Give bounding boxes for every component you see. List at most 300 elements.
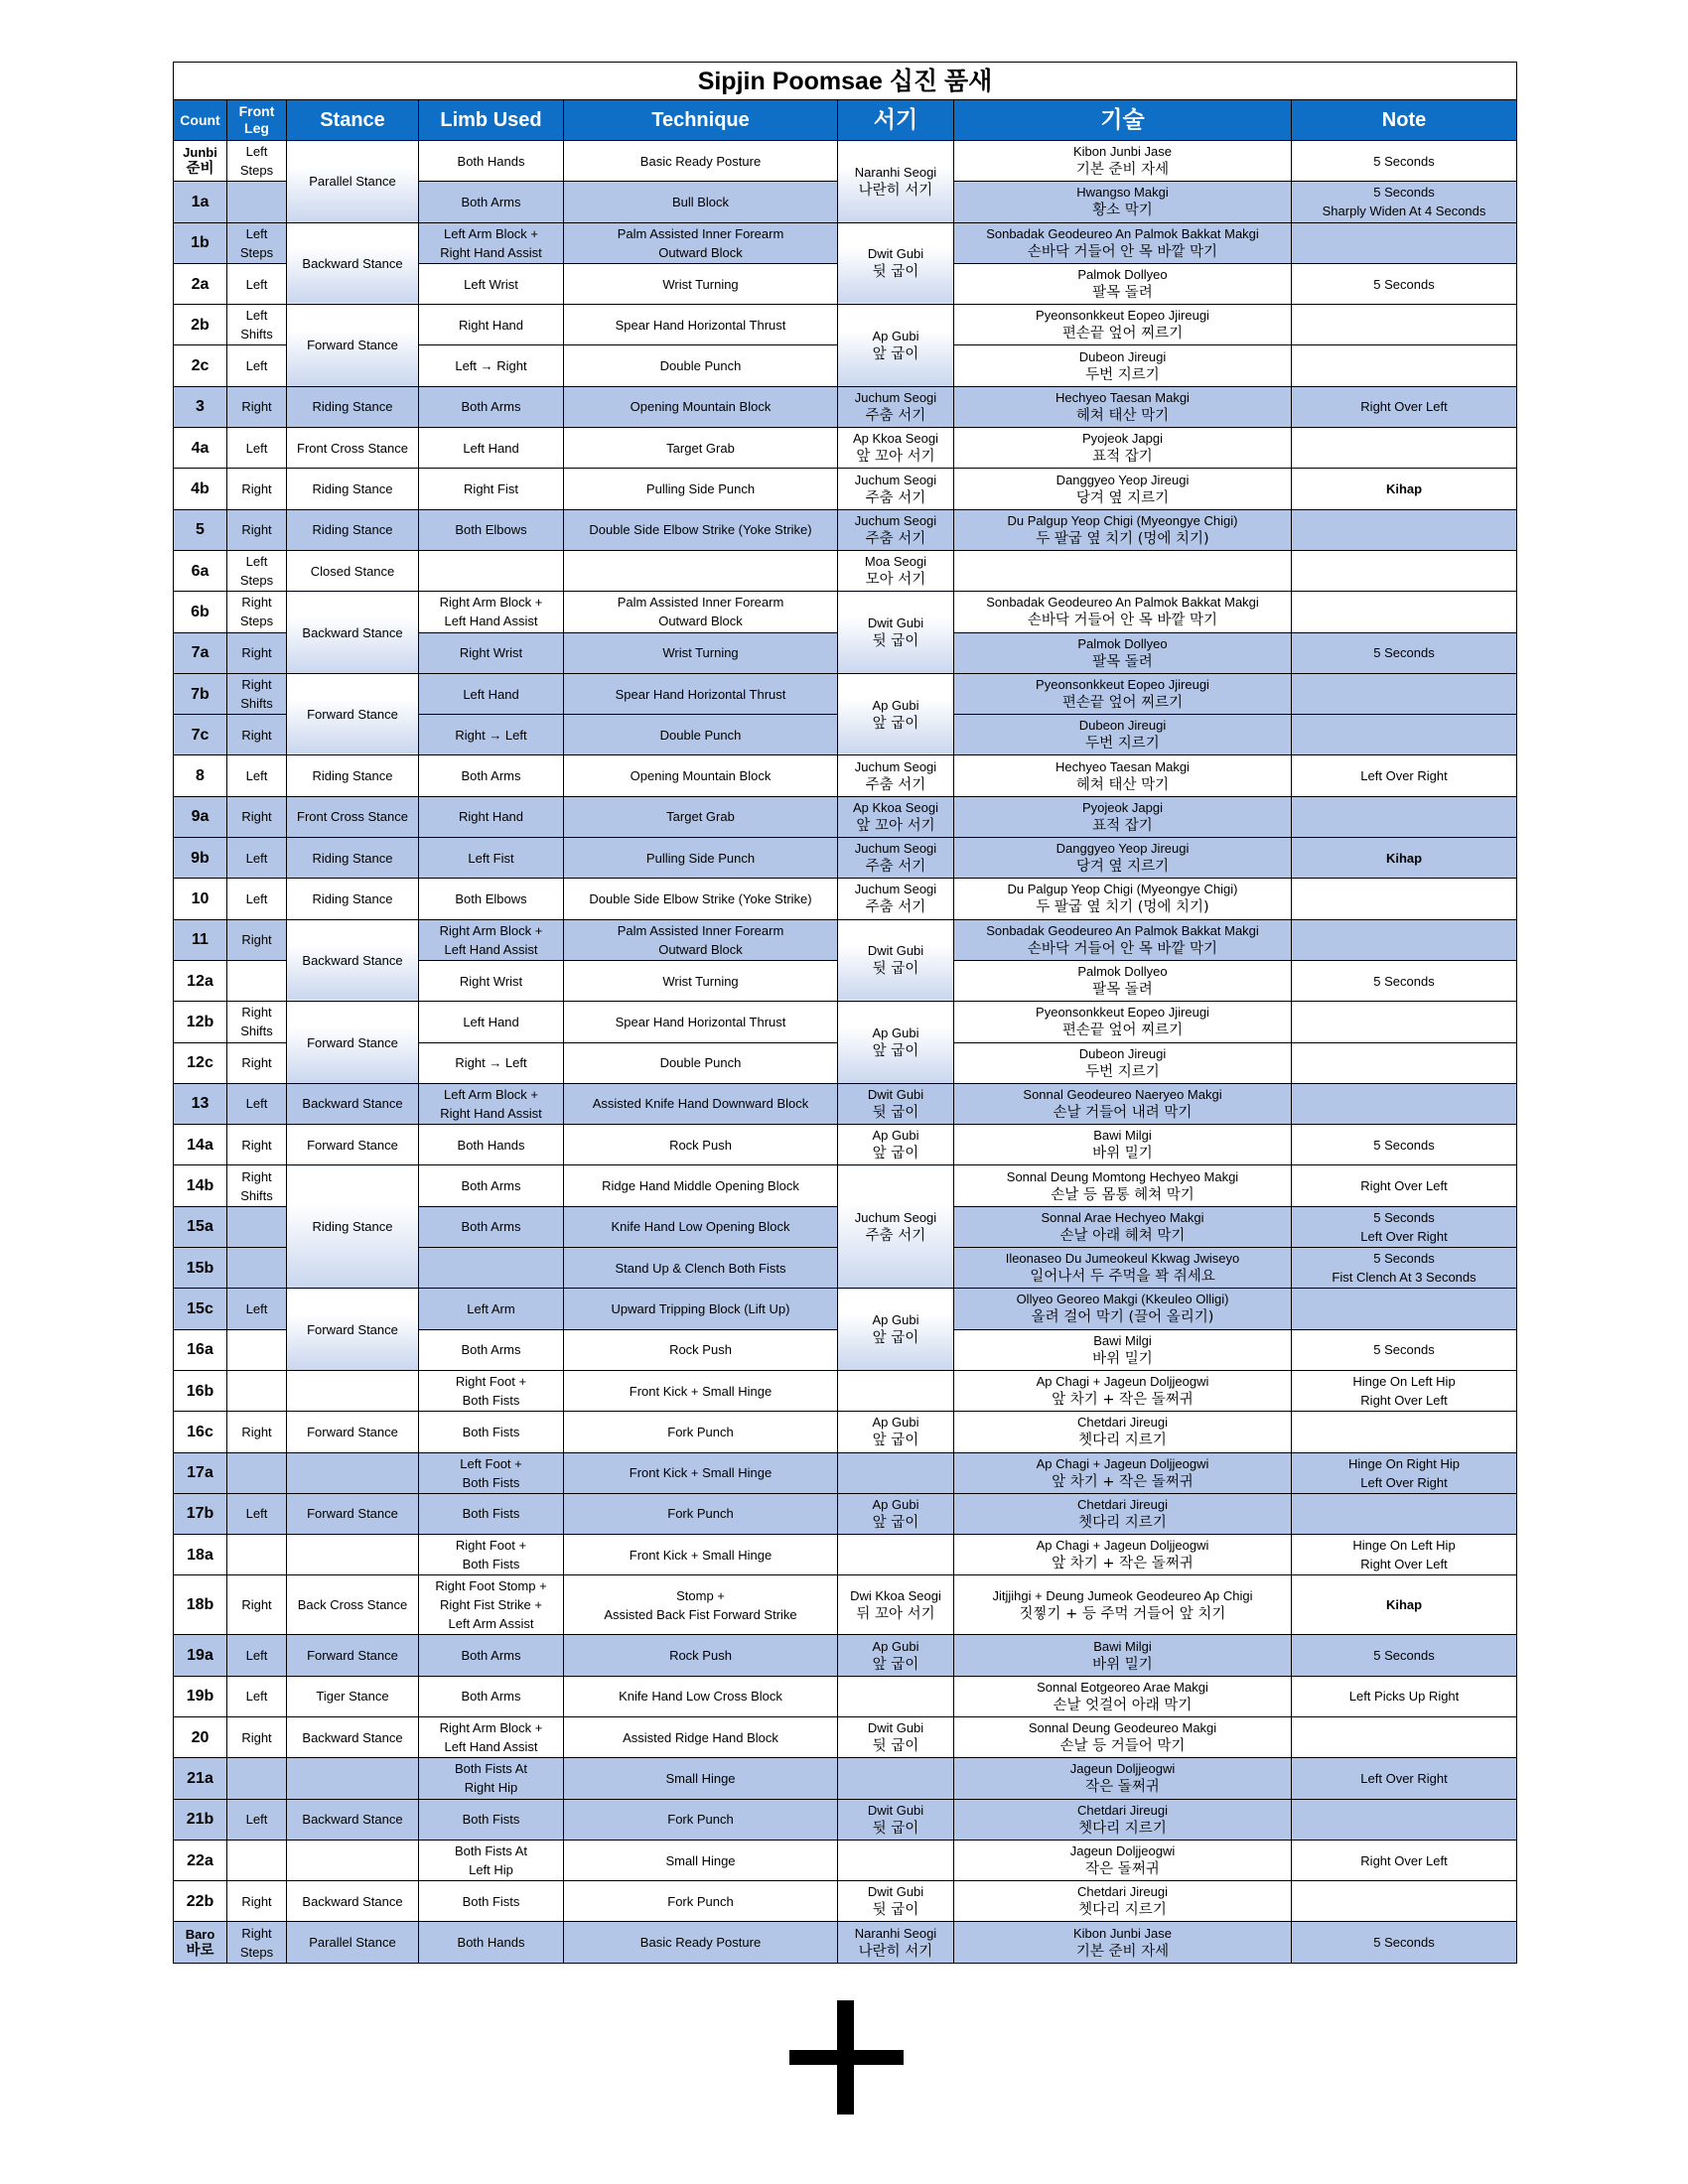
cell-front-leg: Left Steps xyxy=(227,222,287,263)
cell-technique: Small Hinge xyxy=(564,1840,838,1880)
header-limb-used: Limb Used xyxy=(419,100,564,141)
table-row xyxy=(174,550,1517,591)
cell-front-leg: Left xyxy=(227,428,287,469)
cell-front-leg: Right Steps xyxy=(227,592,287,632)
cell-technique: Target Grab xyxy=(564,428,838,469)
table-row xyxy=(174,879,1517,919)
cell-gisul: Ollyeo Georeo Makgi (Kkeuleo Olligi) 올려 걸어 막기 (끌어 올리기) xyxy=(954,1289,1292,1329)
cell-technique: Double Punch xyxy=(564,1042,838,1083)
cell-stance: Riding Stance xyxy=(287,509,419,550)
cell-limb-used: Both Hands xyxy=(419,1125,564,1165)
cell-count: 22b xyxy=(174,1881,227,1922)
cell-count: 8 xyxy=(174,755,227,796)
cell-gisul: Chetdari Jireugi 쳇다리 지르기 xyxy=(954,1881,1292,1922)
cell-limb-used: Left Hand xyxy=(419,1002,564,1042)
cell-count: 7a xyxy=(174,632,227,673)
cell-technique: Rock Push xyxy=(564,1125,838,1165)
cell-gisul: Ap Chagi + Jageun Doljjeogwi 앞 차기 + 작은 돌쩌귀 xyxy=(954,1535,1292,1575)
cell-limb-used: Right Foot + Both Fists xyxy=(419,1370,564,1411)
cell-gisul: Kibon Junbi Jase 기본 준비 자세 xyxy=(954,1922,1292,1963)
cell-seogi: Dwi Kkoa Seogi 뒤 꼬아 서기 xyxy=(838,1575,954,1635)
cell-stance: Forward Stance xyxy=(287,1125,419,1165)
cell-front-leg: Left xyxy=(227,1799,287,1840)
cell-front-leg xyxy=(227,182,287,222)
cell-count: 16c xyxy=(174,1412,227,1452)
cell-front-leg: Right xyxy=(227,1125,287,1165)
cell-count: 18a xyxy=(174,1535,227,1575)
cell-front-leg: Left xyxy=(227,1635,287,1676)
cell-count: 9a xyxy=(174,796,227,837)
cell-limb-used: Right Fist xyxy=(419,469,564,509)
cell-seogi: Juchum Seogi 주춤 서기 xyxy=(838,509,954,550)
table-row xyxy=(174,1881,1517,1922)
cell-seogi: Dwit Gubi 뒷 굽이 xyxy=(838,1881,954,1922)
cell-count: 12a xyxy=(174,960,227,1001)
cell-limb-used: Right Hand xyxy=(419,796,564,837)
table-row xyxy=(174,919,1517,960)
cell-stance: Riding Stance xyxy=(287,469,419,509)
cell-gisul: Sonnal Deung Momtong Hechyeo Makgi 손날 등 몸통 헤쳐 막기 xyxy=(954,1165,1292,1206)
cell-technique: Double Punch xyxy=(564,715,838,755)
cell-technique: Bull Block xyxy=(564,182,838,222)
cell-technique: Spear Hand Horizontal Thrust xyxy=(564,673,838,714)
cell-technique: Front Kick + Small Hinge xyxy=(564,1370,838,1411)
table-row xyxy=(174,1635,1517,1676)
cell-count: 11 xyxy=(174,919,227,960)
table-row xyxy=(174,1758,1517,1799)
cell-gisul: Kibon Junbi Jase 기본 준비 자세 xyxy=(954,141,1292,182)
cell-stance: Riding Stance xyxy=(287,755,419,796)
cell-seogi xyxy=(838,1676,954,1716)
cell-count: 3 xyxy=(174,386,227,427)
cell-technique: Assisted Ridge Hand Block xyxy=(564,1716,838,1757)
cell-stance: Backward Stance xyxy=(287,1799,419,1840)
cell-technique: Fork Punch xyxy=(564,1493,838,1534)
cell-front-leg: Right xyxy=(227,796,287,837)
cell-count: 12b xyxy=(174,1002,227,1042)
table-row xyxy=(174,1083,1517,1124)
cell-front-leg: Left Steps xyxy=(227,141,287,182)
cell-stance: Riding Stance xyxy=(287,1165,419,1289)
cell-front-leg xyxy=(227,1840,287,1880)
cell-seogi: Ap Gubi 앞 굽이 xyxy=(838,305,954,387)
table-row xyxy=(174,509,1517,550)
table-row xyxy=(174,838,1517,879)
cell-limb-used: Both Elbows xyxy=(419,509,564,550)
cell-note xyxy=(1292,1493,1517,1534)
cell-front-leg: Right xyxy=(227,1716,287,1757)
cell-note xyxy=(1292,919,1517,960)
table-row xyxy=(174,1165,1517,1206)
cell-stance: Backward Stance xyxy=(287,222,419,305)
cell-count: 10 xyxy=(174,879,227,919)
cell-limb-used: Both Arms xyxy=(419,1635,564,1676)
table-row xyxy=(174,1125,1517,1165)
cell-note: 5 Seconds xyxy=(1292,1125,1517,1165)
cell-limb-used: Both Hands xyxy=(419,141,564,182)
cell-front-leg: Left xyxy=(227,879,287,919)
cell-note xyxy=(1292,1412,1517,1452)
cell-gisul: Danggyeo Yeop Jireugi 당겨 옆 지르기 xyxy=(954,469,1292,509)
cell-limb-used: Right Hand xyxy=(419,305,564,345)
cell-seogi: Juchum Seogi 주춤 서기 xyxy=(838,838,954,879)
cell-limb-used: Left Fist xyxy=(419,838,564,879)
cell-gisul: Hwangso Makgi 황소 막기 xyxy=(954,182,1292,222)
cell-technique: Wrist Turning xyxy=(564,960,838,1001)
cell-technique: Target Grab xyxy=(564,796,838,837)
cell-count: 15a xyxy=(174,1206,227,1247)
cell-limb-used: Left Hand xyxy=(419,428,564,469)
cell-note: 5 Seconds xyxy=(1292,1635,1517,1676)
cell-stance: Front Cross Stance xyxy=(287,796,419,837)
cell-seogi: Dwit Gubi 뒷 굽이 xyxy=(838,1083,954,1124)
cell-count: 15c xyxy=(174,1289,227,1329)
cell-gisul: Ap Chagi + Jageun Doljjeogwi 앞 차기 + 작은 돌쩌귀 xyxy=(954,1370,1292,1411)
cell-gisul: Sonbadak Geodeureo An Palmok Bakkat Makgi 손바닥 거들어 안 목 바깥 막기 xyxy=(954,592,1292,632)
cell-front-leg xyxy=(227,1452,287,1493)
cell-front-leg: Right xyxy=(227,386,287,427)
cell-gisul: Ap Chagi + Jageun Doljjeogwi 앞 차기 + 작은 돌쩌귀 xyxy=(954,1452,1292,1493)
cell-count: 14a xyxy=(174,1125,227,1165)
cell-technique: Double Side Elbow Strike (Yoke Strike) xyxy=(564,879,838,919)
cell-seogi: Juchum Seogi 주춤 서기 xyxy=(838,386,954,427)
cell-front-leg: Left Steps xyxy=(227,550,287,591)
cross-icon xyxy=(789,2000,904,2115)
cell-note xyxy=(1292,673,1517,714)
cell-front-leg: Right xyxy=(227,632,287,673)
cell-gisul: Jitjjihgi + Deung Jumeok Geodeureo Ap Chigi 짓찧기 + 등 주먹 거들어 앞 치기 xyxy=(954,1575,1292,1635)
cell-front-leg xyxy=(227,1206,287,1247)
cell-gisul: Sonbadak Geodeureo An Palmok Bakkat Makgi 손바닥 거들어 안 목 바깥 막기 xyxy=(954,222,1292,263)
cell-gisul: Chetdari Jireugi 쳇다리 지르기 xyxy=(954,1412,1292,1452)
cell-limb-used: Left → Right xyxy=(419,345,564,386)
cell-note: 5 Seconds Left Over Right xyxy=(1292,1206,1517,1247)
cell-front-leg xyxy=(227,1329,287,1370)
cell-note: Left Picks Up Right xyxy=(1292,1676,1517,1716)
cell-front-leg: Left xyxy=(227,1676,287,1716)
cell-count: 4b xyxy=(174,469,227,509)
cell-technique: Pulling Side Punch xyxy=(564,469,838,509)
cell-front-leg xyxy=(227,1248,287,1289)
cell-limb-used: Both Arms xyxy=(419,386,564,427)
cell-seogi xyxy=(838,1758,954,1799)
table-row xyxy=(174,1922,1517,1963)
cell-stance: Tiger Stance xyxy=(287,1676,419,1716)
cell-front-leg xyxy=(227,1758,287,1799)
cell-front-leg: Right xyxy=(227,1042,287,1083)
cell-count: 1b xyxy=(174,222,227,263)
cell-limb-used: Both Arms xyxy=(419,755,564,796)
cell-note: Kihap xyxy=(1292,1575,1517,1635)
cell-front-leg: Left xyxy=(227,1493,287,1534)
cell-note xyxy=(1292,879,1517,919)
cell-limb-used: Both Arms xyxy=(419,1676,564,1716)
cell-note: Hinge On Left Hip Right Over Left xyxy=(1292,1535,1517,1575)
cell-technique: Palm Assisted Inner Forearm Outward Block xyxy=(564,919,838,960)
cell-count: 6b xyxy=(174,592,227,632)
cell-note xyxy=(1292,345,1517,386)
table-row xyxy=(174,673,1517,714)
cell-gisul: Pyeonsonkkeut Eopeo Jjireugi 편손끝 엎어 찌르기 xyxy=(954,673,1292,714)
cell-gisul: Dubeon Jireugi 두번 지르기 xyxy=(954,715,1292,755)
cell-gisul: Danggyeo Yeop Jireugi 당겨 옆 지르기 xyxy=(954,838,1292,879)
cell-count: 15b xyxy=(174,1248,227,1289)
cell-technique: Stomp + Assisted Back Fist Forward Strike xyxy=(564,1575,838,1635)
cell-technique: Rock Push xyxy=(564,1635,838,1676)
cell-stance: Riding Stance xyxy=(287,838,419,879)
cell-limb-used: Both Fists At Right Hip xyxy=(419,1758,564,1799)
cell-gisul: Palmok Dollyeo 팔목 돌려 xyxy=(954,960,1292,1001)
cell-limb-used: Both Arms xyxy=(419,1165,564,1206)
cell-limb-used: Both Elbows xyxy=(419,879,564,919)
cell-count: 7b xyxy=(174,673,227,714)
cell-note: Kihap xyxy=(1292,469,1517,509)
cell-count: 17b xyxy=(174,1493,227,1534)
cell-front-leg: Right Shifts xyxy=(227,1165,287,1206)
cell-limb-used: Both Arms xyxy=(419,1329,564,1370)
cell-note xyxy=(1292,550,1517,591)
cell-front-leg: Right Steps xyxy=(227,1922,287,1963)
cell-stance: Front Cross Stance xyxy=(287,428,419,469)
cell-technique: Basic Ready Posture xyxy=(564,1922,838,1963)
cell-technique: Ridge Hand Middle Opening Block xyxy=(564,1165,838,1206)
cell-seogi: Dwit Gubi 뒷 굽이 xyxy=(838,1716,954,1757)
table-row xyxy=(174,1452,1517,1493)
cell-front-leg: Right xyxy=(227,1881,287,1922)
cell-count: 7c xyxy=(174,715,227,755)
cell-gisul: Pyojeok Japgi 표적 잡기 xyxy=(954,428,1292,469)
cell-front-leg: Left xyxy=(227,1083,287,1124)
cell-technique: Opening Mountain Block xyxy=(564,386,838,427)
header-stance: Stance xyxy=(287,100,419,141)
cell-count: 19b xyxy=(174,1676,227,1716)
table-row xyxy=(174,1575,1517,1635)
cell-limb-used: Left Wrist xyxy=(419,263,564,304)
cell-technique: Front Kick + Small Hinge xyxy=(564,1452,838,1493)
cell-stance xyxy=(287,1758,419,1799)
cell-seogi: Ap Gubi 앞 굽이 xyxy=(838,1289,954,1371)
cell-stance: Forward Stance xyxy=(287,1289,419,1371)
table-row xyxy=(174,386,1517,427)
cell-stance: Closed Stance xyxy=(287,550,419,591)
cell-count: 20 xyxy=(174,1716,227,1757)
cell-count: 21b xyxy=(174,1799,227,1840)
table-row xyxy=(174,1716,1517,1757)
cell-technique: Rock Push xyxy=(564,1329,838,1370)
cell-gisul xyxy=(954,550,1292,591)
cell-note: 5 Seconds Sharply Widen At 4 Seconds xyxy=(1292,182,1517,222)
cell-front-leg: Left Shifts xyxy=(227,305,287,345)
cell-count: 22a xyxy=(174,1840,227,1880)
cell-count: 1a xyxy=(174,182,227,222)
cell-count: 19a xyxy=(174,1635,227,1676)
cell-seogi: Ap Gubi 앞 굽이 xyxy=(838,673,954,755)
cell-technique: Knife Hand Low Opening Block xyxy=(564,1206,838,1247)
cell-stance: Parallel Stance xyxy=(287,141,419,223)
cell-note xyxy=(1292,428,1517,469)
cell-technique: Opening Mountain Block xyxy=(564,755,838,796)
cell-seogi: Ap Gubi 앞 굽이 xyxy=(838,1412,954,1452)
cell-count: 18b xyxy=(174,1575,227,1635)
cell-limb-used: Left Foot + Both Fists xyxy=(419,1452,564,1493)
cell-count: Baro 바로 xyxy=(174,1922,227,1963)
table-row xyxy=(174,1493,1517,1534)
cell-front-leg: Left xyxy=(227,1289,287,1329)
cell-note: 5 Seconds xyxy=(1292,960,1517,1001)
table-row xyxy=(174,1370,1517,1411)
table-row xyxy=(174,1289,1517,1329)
cell-limb-used: Left Hand xyxy=(419,673,564,714)
cell-seogi: Moa Seogi 모아 서기 xyxy=(838,550,954,591)
cell-count: 2b xyxy=(174,305,227,345)
cell-stance xyxy=(287,1840,419,1880)
table-row xyxy=(174,592,1517,632)
cell-limb-used: Right Wrist xyxy=(419,960,564,1001)
cell-gisul: Bawi Milgi 바위 밀기 xyxy=(954,1329,1292,1370)
cell-limb-used: Right → Left xyxy=(419,1042,564,1083)
header-front-leg: Front Leg xyxy=(227,100,287,141)
cell-seogi: Juchum Seogi 주춤 서기 xyxy=(838,1165,954,1289)
cell-stance: Backward Stance xyxy=(287,919,419,1002)
cell-gisul: Palmok Dollyeo 팔목 돌려 xyxy=(954,632,1292,673)
cell-front-leg xyxy=(227,1370,287,1411)
cell-seogi: Juchum Seogi 주춤 서기 xyxy=(838,755,954,796)
cell-front-leg: Left xyxy=(227,263,287,304)
cell-note xyxy=(1292,1799,1517,1840)
cell-count: 14b xyxy=(174,1165,227,1206)
cell-technique: Double Side Elbow Strike (Yoke Strike) xyxy=(564,509,838,550)
cell-limb-used: Both Hands xyxy=(419,1922,564,1963)
cell-count: 2c xyxy=(174,345,227,386)
table-row xyxy=(174,1799,1517,1840)
cell-limb-used: Right Wrist xyxy=(419,632,564,673)
cell-count: 5 xyxy=(174,509,227,550)
cell-limb-used: Both Arms xyxy=(419,1206,564,1247)
cell-seogi: Ap Gubi 앞 굽이 xyxy=(838,1635,954,1676)
table-row xyxy=(174,796,1517,837)
cell-front-leg xyxy=(227,1535,287,1575)
cell-gisul: Du Palgup Yeop Chigi (Myeongye Chigi) 두 팔굽 옆 치기 (멍에 치기) xyxy=(954,509,1292,550)
cell-gisul: Chetdari Jireugi 쳇다리 지르기 xyxy=(954,1493,1292,1534)
cell-count: 16a xyxy=(174,1329,227,1370)
cell-note: Right Over Left xyxy=(1292,1840,1517,1880)
cell-seogi: Ap Kkoa Seogi 앞 꼬아 서기 xyxy=(838,428,954,469)
cell-count: 13 xyxy=(174,1083,227,1124)
cell-technique: Knife Hand Low Cross Block xyxy=(564,1676,838,1716)
cell-note: 5 Seconds xyxy=(1292,141,1517,182)
cell-stance: Backward Stance xyxy=(287,592,419,674)
cell-technique: Assisted Knife Hand Downward Block xyxy=(564,1083,838,1124)
table-row xyxy=(174,1002,1517,1042)
cell-seogi xyxy=(838,1840,954,1880)
cell-gisul: Bawi Milgi 바위 밀기 xyxy=(954,1635,1292,1676)
cell-limb-used xyxy=(419,1248,564,1289)
cell-seogi: Dwit Gubi 뒷 굽이 xyxy=(838,1799,954,1840)
cell-note xyxy=(1292,1042,1517,1083)
cell-technique: Small Hinge xyxy=(564,1758,838,1799)
cell-stance: Backward Stance xyxy=(287,1881,419,1922)
cell-note: 5 Seconds xyxy=(1292,1329,1517,1370)
cell-seogi: Ap Gubi 앞 굽이 xyxy=(838,1002,954,1084)
header-gisul: 기술 xyxy=(954,100,1292,141)
cell-technique: Spear Hand Horizontal Thrust xyxy=(564,1002,838,1042)
cell-gisul: Jageun Doljjeogwi 작은 돌쩌귀 xyxy=(954,1758,1292,1799)
cell-seogi: Juchum Seogi 주춤 서기 xyxy=(838,879,954,919)
cell-note: Hinge On Left Hip Right Over Left xyxy=(1292,1370,1517,1411)
header-seogi: 서기 xyxy=(838,100,954,141)
cell-front-leg: Right xyxy=(227,469,287,509)
cell-seogi: Naranhi Seogi 나란히 서기 xyxy=(838,141,954,223)
cell-limb-used: Both Fists xyxy=(419,1881,564,1922)
cell-front-leg: Right xyxy=(227,715,287,755)
cell-technique: Fork Punch xyxy=(564,1412,838,1452)
cell-gisul: Sonnal Arae Hechyeo Makgi 손날 아래 헤쳐 막기 xyxy=(954,1206,1292,1247)
cell-front-leg xyxy=(227,960,287,1001)
cell-seogi xyxy=(838,1370,954,1411)
cell-front-leg: Right xyxy=(227,509,287,550)
cell-technique: Wrist Turning xyxy=(564,263,838,304)
cell-seogi: Dwit Gubi 뒷 굽이 xyxy=(838,919,954,1002)
poomsae-table xyxy=(173,62,1517,1964)
cell-stance: Parallel Stance xyxy=(287,1922,419,1963)
table-row xyxy=(174,141,1517,182)
cell-stance: Backward Stance xyxy=(287,1716,419,1757)
cell-front-leg: Right xyxy=(227,1412,287,1452)
cell-note: Right Over Left xyxy=(1292,1165,1517,1206)
cell-seogi xyxy=(838,1535,954,1575)
cell-gisul: Hechyeo Taesan Makgi 헤쳐 태산 막기 xyxy=(954,755,1292,796)
cell-front-leg: Right Shifts xyxy=(227,673,287,714)
cell-technique: Pulling Side Punch xyxy=(564,838,838,879)
table-body xyxy=(174,141,1517,1964)
cell-note: 5 Seconds xyxy=(1292,263,1517,304)
table-row xyxy=(174,428,1517,469)
cell-count: 6a xyxy=(174,550,227,591)
cell-note: 5 Seconds xyxy=(1292,632,1517,673)
cell-limb-used: Right Foot + Both Fists xyxy=(419,1535,564,1575)
cell-count: Junbi 준비 xyxy=(174,141,227,182)
cell-technique: Double Punch xyxy=(564,345,838,386)
cell-gisul: Dubeon Jireugi 두번 지르기 xyxy=(954,1042,1292,1083)
cell-note xyxy=(1292,715,1517,755)
cell-seogi xyxy=(838,1452,954,1493)
table-row xyxy=(174,1676,1517,1716)
cell-limb-used: Right Arm Block + Left Hand Assist xyxy=(419,592,564,632)
cell-gisul: Sonnal Deung Geodeureo Makgi 손날 등 거들어 막기 xyxy=(954,1716,1292,1757)
cell-gisul: Pyojeok Japgi 표적 잡기 xyxy=(954,796,1292,837)
cell-limb-used: Both Arms xyxy=(419,182,564,222)
cell-technique: Stand Up & Clench Both Fists xyxy=(564,1248,838,1289)
cell-front-leg: Left xyxy=(227,755,287,796)
cell-note xyxy=(1292,1716,1517,1757)
cell-front-leg: Left xyxy=(227,838,287,879)
table-row xyxy=(174,222,1517,263)
table-row xyxy=(174,1840,1517,1880)
cell-stance: Riding Stance xyxy=(287,386,419,427)
cell-gisul: Sonnal Geodeureo Naeryeo Makgi 손날 거들어 내려 막기 xyxy=(954,1083,1292,1124)
cell-note xyxy=(1292,1881,1517,1922)
cell-stance: Forward Stance xyxy=(287,1412,419,1452)
cell-limb-used: Left Arm Block + Right Hand Assist xyxy=(419,1083,564,1124)
cell-stance: Forward Stance xyxy=(287,1493,419,1534)
cell-note xyxy=(1292,796,1517,837)
cell-note xyxy=(1292,509,1517,550)
cell-note xyxy=(1292,305,1517,345)
header-count: Count xyxy=(174,100,227,141)
cell-note: Right Over Left xyxy=(1292,386,1517,427)
cell-gisul: Chetdari Jireugi 쳇다리 지르기 xyxy=(954,1799,1292,1840)
cell-seogi: Dwit Gubi 뒷 굽이 xyxy=(838,592,954,674)
